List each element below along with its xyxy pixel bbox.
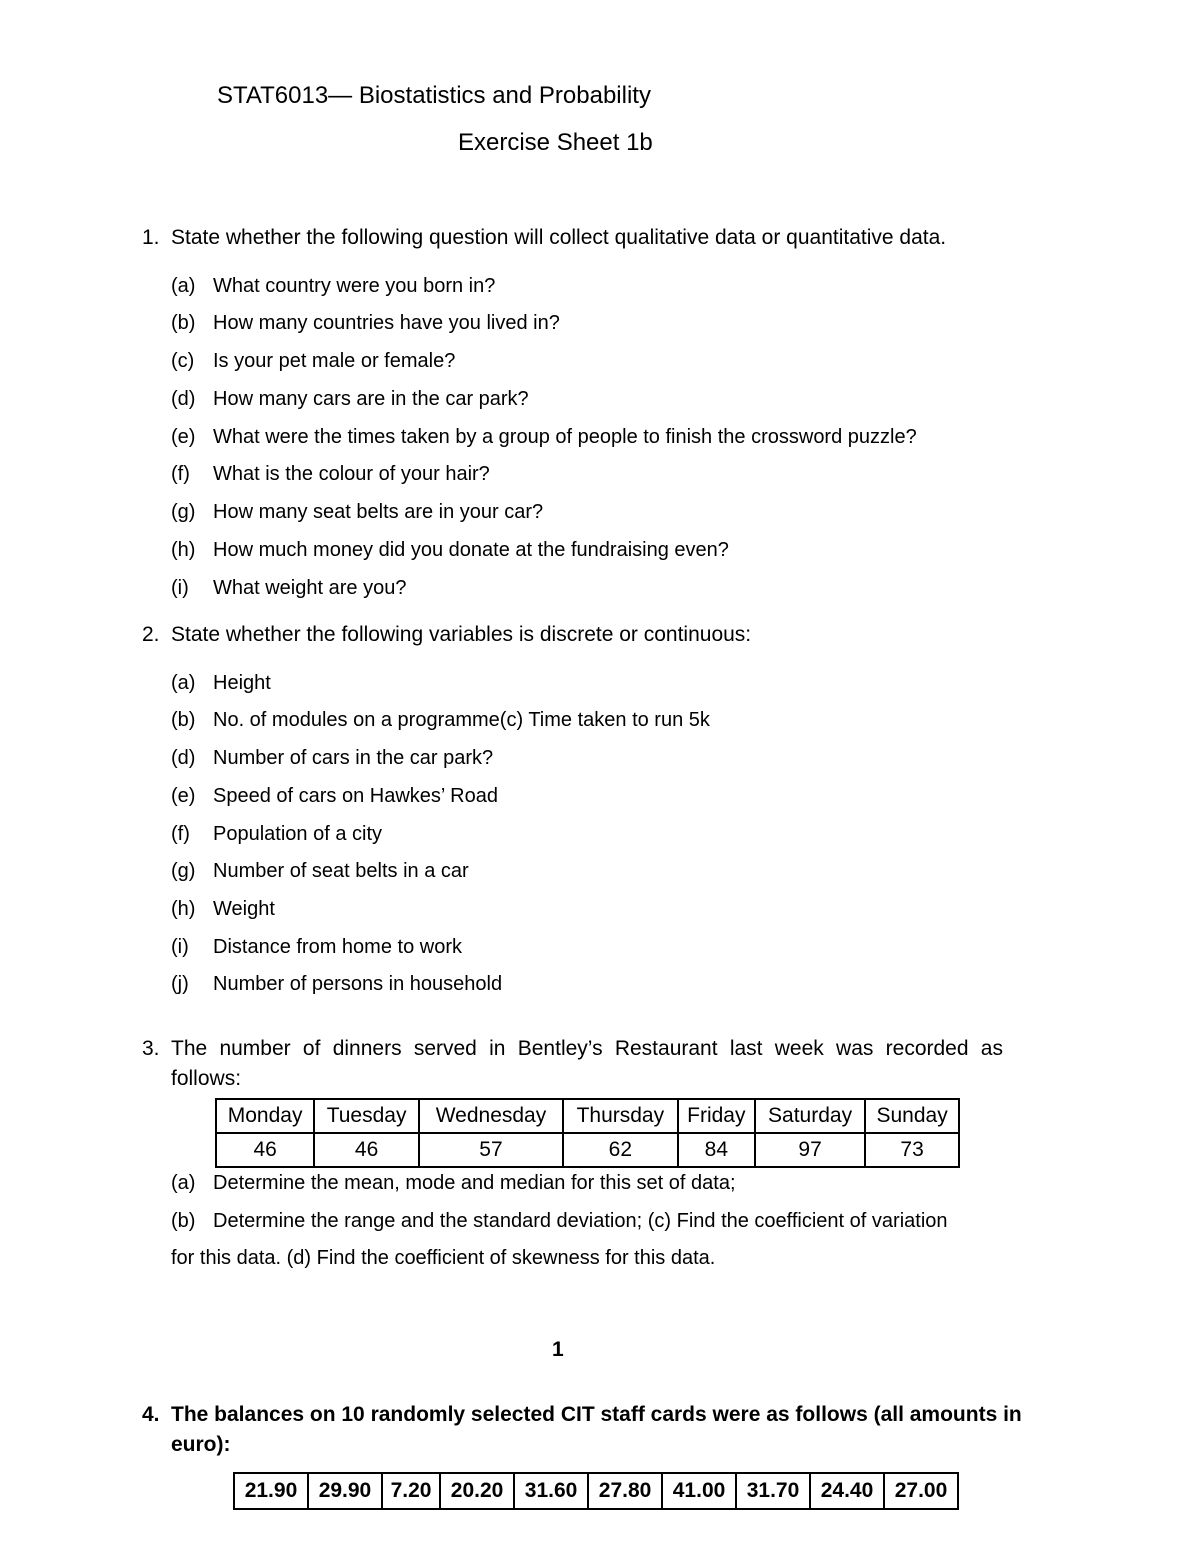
question-number: 4. <box>142 1403 160 1426</box>
item-text: What weight are you? <box>213 577 407 599</box>
item-label: (g) <box>171 501 196 523</box>
item-label: (c) <box>171 350 195 372</box>
item-text: Distance from home to work <box>213 936 462 958</box>
item-text: What country were you born in? <box>213 275 496 297</box>
table-cell: 21.90 <box>234 1473 308 1509</box>
item-text: Population of a city <box>213 823 382 845</box>
item-label: (j) <box>171 973 189 995</box>
question-text: State whether the following question will collect qualitative data or quantitative data. <box>171 226 947 249</box>
item-text: What is the colour of your hair? <box>213 463 490 485</box>
table-header-cell: Monday <box>216 1099 314 1133</box>
table-cell: 73 <box>865 1133 959 1167</box>
table-cell: 41.00 <box>662 1473 736 1509</box>
item-label: (i) <box>171 577 189 599</box>
item-label: (h) <box>171 898 196 920</box>
item-text: Height <box>213 672 271 694</box>
table-cell: 27.00 <box>884 1473 958 1509</box>
table-header-cell: Tuesday <box>314 1099 419 1133</box>
table-cell: 31.70 <box>736 1473 810 1509</box>
table-row <box>234 1473 958 1509</box>
page-number: 1 <box>552 1338 564 1361</box>
table-cell: 84 <box>678 1133 755 1167</box>
table-cell: 27.80 <box>588 1473 662 1509</box>
sheet-title: Exercise Sheet 1b <box>458 129 653 156</box>
table-header-cell: Wednesday <box>419 1099 563 1133</box>
item-label: (b) <box>171 709 196 731</box>
balances-table <box>233 1472 959 1510</box>
question-text-continued: follows: <box>171 1067 242 1090</box>
table-cell: 29.90 <box>308 1473 382 1509</box>
question-text-continued: euro): <box>171 1433 231 1456</box>
table-cell: 46 <box>314 1133 419 1167</box>
table-header-cell: Sunday <box>865 1099 959 1133</box>
item-text: Number of cars in the car park? <box>213 747 494 769</box>
table-cell: 7.20 <box>382 1473 440 1509</box>
table-cell: 31.60 <box>514 1473 588 1509</box>
question-text-continued: for this data. (d) Find the coefficient of skewness for this data. <box>171 1247 716 1269</box>
item-label: (g) <box>171 860 196 882</box>
item-text: Speed of cars on Hawkes’ Road <box>213 785 498 807</box>
table-cell: 97 <box>755 1133 865 1167</box>
item-label: (i) <box>171 936 189 958</box>
item-label: (d) <box>171 747 196 769</box>
table-row <box>216 1133 959 1167</box>
item-text: Number of seat belts in a car <box>213 860 469 882</box>
item-text: How many seat belts are in your car? <box>213 501 544 523</box>
question-number: 1. <box>142 226 160 249</box>
item-text: How many countries have you lived in? <box>213 312 560 334</box>
item-text: Determine the range and the standard deviation; (c) Find the coefficient of variation <box>213 1210 948 1232</box>
item-label: (e) <box>171 785 196 807</box>
course-title: STAT6013— Biostatistics and Probability <box>217 82 651 109</box>
item-label: (a) <box>171 672 196 694</box>
question-text: The balances on 10 randomly selected CIT staff cards were as follows (all amounts in <box>171 1403 1022 1426</box>
item-text: No. of modules on a programme(c) Time taken to run 5k <box>213 709 710 731</box>
item-label: (e) <box>171 426 196 448</box>
table-cell: 57 <box>419 1133 563 1167</box>
item-text: What were the times taken by a group of people to finish the crossword puzzle? <box>213 426 917 448</box>
item-label: (a) <box>171 1172 196 1194</box>
item-text: Weight <box>213 898 275 920</box>
item-text: Determine the mean, mode and median for this set of data; <box>213 1172 736 1194</box>
table-header-cell: Thursday <box>563 1099 678 1133</box>
question-text: The number of dinners served in Bentley’s Restaurant last week was recorded as <box>171 1037 1003 1060</box>
item-label: (f) <box>171 463 190 485</box>
item-label: (b) <box>171 312 196 334</box>
table-cell: 24.40 <box>810 1473 884 1509</box>
table-row <box>216 1099 959 1133</box>
question-text: State whether the following variables is discrete or continuous: <box>171 623 752 646</box>
item-text: Number of persons in household <box>213 973 503 995</box>
table-cell: 62 <box>563 1133 678 1167</box>
dinners-table <box>215 1098 960 1168</box>
item-label: (f) <box>171 823 190 845</box>
question-number: 3. <box>142 1037 160 1060</box>
item-label: (b) <box>171 1210 196 1232</box>
table-header-cell: Friday <box>678 1099 755 1133</box>
item-text: Is your pet male or female? <box>213 350 456 372</box>
item-text: How much money did you donate at the fundraising even? <box>213 539 729 561</box>
item-label: (a) <box>171 275 196 297</box>
question-number: 2. <box>142 623 160 646</box>
table-cell: 20.20 <box>440 1473 514 1509</box>
table-cell: 46 <box>216 1133 314 1167</box>
item-text: How many cars are in the car park? <box>213 388 529 410</box>
item-label: (h) <box>171 539 196 561</box>
item-label: (d) <box>171 388 196 410</box>
table-header-cell: Saturday <box>755 1099 865 1133</box>
